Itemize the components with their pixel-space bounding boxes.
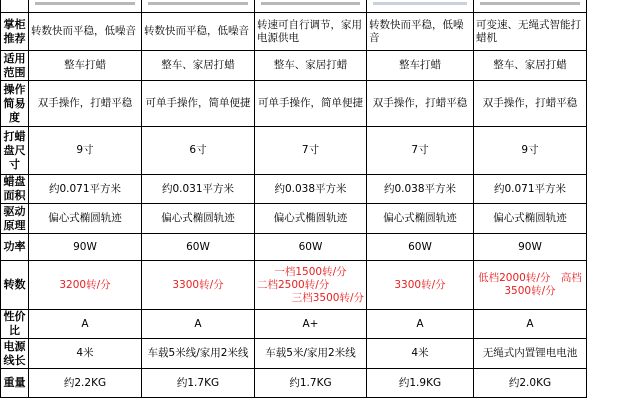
product-image xyxy=(148,2,248,5)
table-row-recommendation xyxy=(1,13,587,51)
speed-level-3: 三档3500转/分 xyxy=(291,291,364,304)
table-cell: 6寸 xyxy=(142,127,255,175)
table-cell: 双手操作，打蜡平稳 xyxy=(29,81,142,127)
table-cell: 整车打蜡 xyxy=(367,51,474,81)
row-header: 重量 xyxy=(1,369,29,398)
table-cell: 整车、家居打蜡 xyxy=(142,51,255,81)
row-header: 电源线长 xyxy=(1,339,29,369)
table-cell: 偏心式椭圆轨迹 xyxy=(255,204,367,234)
table-row-ease-of-use xyxy=(1,81,587,127)
table-cell: 低档2000转/分 高档3500转/分 xyxy=(474,261,587,310)
product-image-cell xyxy=(367,0,474,13)
table-cell: 约0.071平方米 xyxy=(474,175,587,204)
table-cell: 60W xyxy=(142,234,255,261)
table-cell: 转数快而平稳，低噪音 xyxy=(142,13,255,51)
table-cell: 可变速、无绳式智能打蜡机 xyxy=(474,13,587,51)
table-cell: 4米 xyxy=(29,339,142,369)
row-header: 操作简易度 xyxy=(1,81,29,127)
table-cell: 转速可自行调节，家用电源供电 xyxy=(255,13,367,51)
table-cell: 90W xyxy=(474,234,587,261)
table-cell: 7寸 xyxy=(255,127,367,175)
table-row-drive-principle xyxy=(1,204,587,234)
table-cell: 偏心式椭圆轨迹 xyxy=(142,204,255,234)
table-cell: 转数快而平稳，低噪音 xyxy=(367,13,474,51)
table-cell: 转数快而平稳，低噪音 xyxy=(29,13,142,51)
table-cell: 车载5米/家用2米线 xyxy=(255,339,367,369)
table-cell: 3300转/分 xyxy=(367,261,474,310)
table-cell: 4米 xyxy=(367,339,474,369)
product-image xyxy=(480,2,580,5)
table-cell: 偏心式椭圆轨迹 xyxy=(474,204,587,234)
table-cell: 约0.038平方米 xyxy=(367,175,474,204)
table-cell: 偏心式椭圆轨迹 xyxy=(367,204,474,234)
table-row-pad-area xyxy=(1,175,587,204)
product-image xyxy=(35,2,135,5)
table-row-pad-size xyxy=(1,127,587,175)
table-cell: A+ xyxy=(255,310,367,339)
table-row-power xyxy=(1,234,587,261)
table-cell: 60W xyxy=(255,234,367,261)
product-image-cell xyxy=(474,0,587,13)
row-header: 驱动原理 xyxy=(1,204,29,234)
table-cell: A xyxy=(474,310,587,339)
row-header: 蜡盘面积 xyxy=(1,175,29,204)
table-cell: 整车打蜡 xyxy=(29,51,142,81)
product-image xyxy=(261,2,360,5)
table-cell: A xyxy=(29,310,142,339)
row-header: 转数 xyxy=(1,261,29,310)
speed-level-1: 一档1500转/分 xyxy=(274,265,347,278)
table-cell: 整车、家居打蜡 xyxy=(255,51,367,81)
row-header: 适用范围 xyxy=(1,51,29,81)
table-cell: 约2.2KG xyxy=(29,369,142,398)
table-cell: 约1.7KG xyxy=(255,369,367,398)
table-cell: 90W xyxy=(29,234,142,261)
table-row-scope xyxy=(1,51,587,81)
table-cell: 无绳式内置锂电电池 xyxy=(474,339,587,369)
product-image-cell xyxy=(255,0,367,13)
product-image-cell xyxy=(29,0,142,13)
table-cell: 整车、家居打蜡 xyxy=(474,51,587,81)
table-row-value-rating xyxy=(1,310,587,339)
table-cell: 7寸 xyxy=(367,127,474,175)
table-cell: 约0.038平方米 xyxy=(255,175,367,204)
table-cell: 车载5米线/家用2米线 xyxy=(142,339,255,369)
table-cell: 9寸 xyxy=(474,127,587,175)
table-cell: 60W xyxy=(367,234,474,261)
table-cell: 约1.7KG xyxy=(142,369,255,398)
table-cell: 约1.9KG xyxy=(367,369,474,398)
row-header: 性价比 xyxy=(1,310,29,339)
table-cell: 双手操作，打蜡平稳 xyxy=(474,81,587,127)
product-image xyxy=(373,2,467,5)
row-header: 打蜡盘尺寸 xyxy=(1,127,29,175)
table-cell: 双手操作，打蜡平稳 xyxy=(367,81,474,127)
table-cell: 3200转/分 xyxy=(29,261,142,310)
table-cell: 偏心式椭圆轨迹 xyxy=(29,204,142,234)
table-row-rotation-speed xyxy=(1,261,587,310)
table-cell: 可单手操作，简单便捷 xyxy=(142,81,255,127)
table-cell: 约0.071平方米 xyxy=(29,175,142,204)
speed-levels-cell xyxy=(255,261,367,310)
table-cell: 3300转/分 xyxy=(142,261,255,310)
table-cell: 可单手操作，简单便捷 xyxy=(255,81,367,127)
table-cell: 约2.0KG xyxy=(474,369,587,398)
row-header: 掌柜推荐 xyxy=(1,13,29,51)
table-cell: A xyxy=(367,310,474,339)
table-cell: 约0.031平方米 xyxy=(142,175,255,204)
row-header: 功率 xyxy=(1,234,29,261)
table-cell: A xyxy=(142,310,255,339)
image-row-header-cell xyxy=(1,0,29,13)
table-row-weight xyxy=(1,369,587,398)
table-row-cord-length xyxy=(1,339,587,369)
speed-level-2: 二档2500转/分 xyxy=(257,278,330,291)
product-image-cell xyxy=(142,0,255,13)
product-image-row xyxy=(1,0,587,13)
table-cell: 9寸 xyxy=(29,127,142,175)
